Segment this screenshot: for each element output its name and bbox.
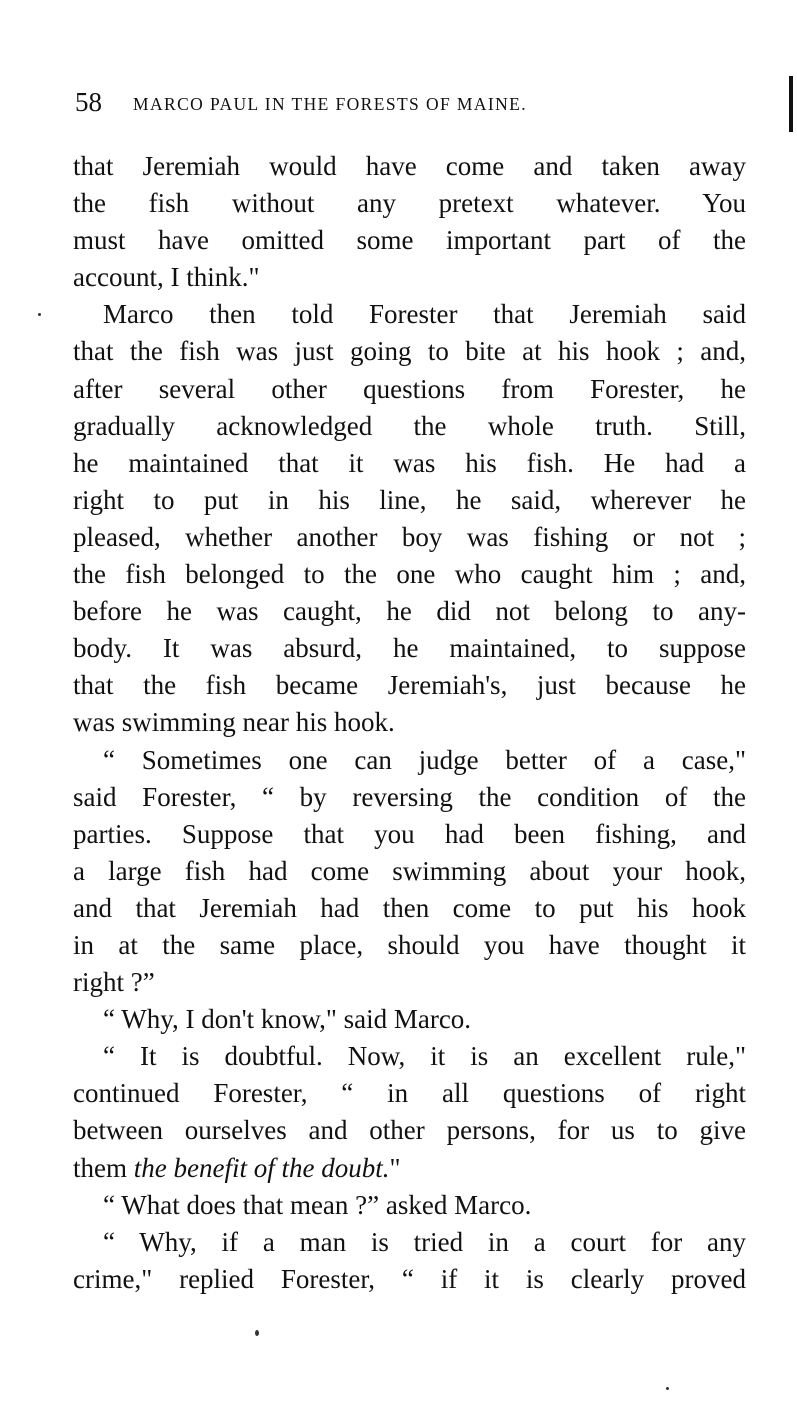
text-line: in at the same place, should you have thought it xyxy=(73,929,746,960)
text-line: he maintained that it was his fish. He had a xyxy=(73,447,746,478)
text-line: “ Sometimes one can judge better of a case," xyxy=(103,744,746,775)
text-line: pleased, whether another boy was fishing or not ; xyxy=(73,521,746,552)
text-line: body. It was absurd, he maintained, to suppose xyxy=(73,633,746,664)
text-line: after several other questions from Forester, he xyxy=(73,373,746,404)
text-line: right ?” xyxy=(73,967,155,998)
text-line: between ourselves and other persons, for us to give xyxy=(73,1115,746,1146)
text-line: said Forester, “ by reversing the condition of the xyxy=(73,781,746,812)
text-line-end: " xyxy=(389,1152,401,1183)
running-head: MARCO PAUL IN THE FORESTS OF MAINE. xyxy=(133,94,528,114)
text-line: crime," replied Forester, “ if it is clearly proved xyxy=(73,1263,746,1294)
page-header xyxy=(75,84,755,120)
text-line: must have omitted some important part of the xyxy=(73,225,746,256)
text-line: account, I think." xyxy=(73,262,260,293)
page-edge-mark xyxy=(789,76,793,132)
text-line: continued Forester, “ in all questions of right xyxy=(73,1078,746,1109)
text-line: right to put in his line, he said, wherever he xyxy=(73,484,746,515)
text-line: parties. Suppose that you had been fishing, and xyxy=(73,818,746,849)
text-line: “ What does that mean ?” asked Marco. xyxy=(103,1189,532,1220)
print-speck xyxy=(255,1330,259,1336)
text-line: before he was caught, he did not belong to any- xyxy=(73,596,746,627)
text-line: the fish without any pretext whatever. You xyxy=(73,188,746,219)
text-line: “ Why, I don't know," said Marco. xyxy=(103,1004,472,1035)
body-text xyxy=(73,148,746,1298)
text-line: that Jeremiah would have come and taken away xyxy=(73,151,746,181)
print-speck xyxy=(666,1387,669,1390)
text-line: that the fish became Jeremiah's, just because he xyxy=(73,670,746,701)
text-line: gradually acknowledged the whole truth. Still, xyxy=(73,410,746,441)
text-line: and that Jeremiah had then come to put his hook xyxy=(73,892,746,923)
text-line: “ It is doubtful. Now, it is an excellent rule," xyxy=(103,1041,746,1072)
page-number: 58 xyxy=(75,87,102,117)
text-line: “ Why, if a man is tried in a court for any xyxy=(103,1226,746,1257)
text-line: the fish belonged to the one who caught him ; and, xyxy=(73,559,746,590)
text-line: Marco then told Forester that Jeremiah said xyxy=(103,299,746,330)
text-line: that the fish was just going to bite at his hook ; and, xyxy=(73,336,746,367)
print-speck xyxy=(38,313,41,316)
text-line xyxy=(73,1150,746,1187)
text-line-start: them xyxy=(73,1152,134,1183)
text-line: was swimming near his hook. xyxy=(73,707,395,738)
italic-phrase: the benefit of the doubt. xyxy=(133,1152,390,1183)
text-line: a large fish had come swimming about your hook, xyxy=(73,855,746,886)
